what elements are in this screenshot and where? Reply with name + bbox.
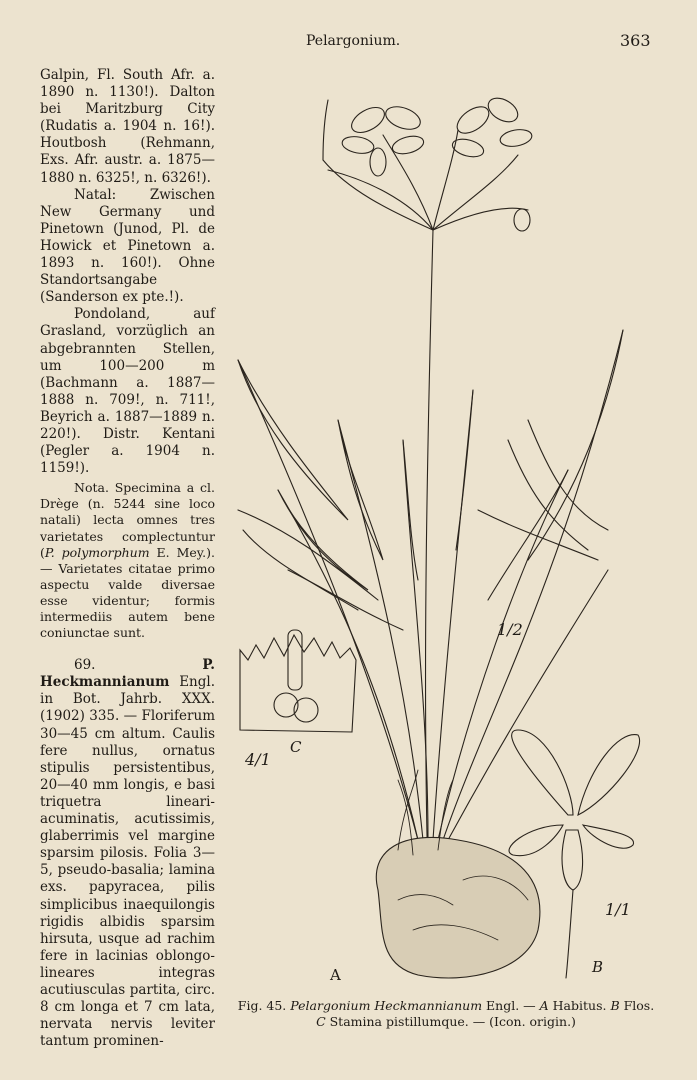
- paragraph-natal: Natal: Zwischen New Germany und Pinetown (Junod, Pl. de Howick et Pinetown a. 1893 n. 160!). Ohne Standortsangabe (Sanderson ex pte.!).: [40, 186, 215, 306]
- label-a-habitus: A: [330, 966, 341, 984]
- figure-caption: Fig. 45. Pelargonium Heckmannianum Engl. — A Habitus. B Flos. C Stamina pistillumque. — (Icon. origin.): [237, 998, 655, 1029]
- scale-flower-label: 1/1: [605, 900, 631, 919]
- page-number: 363: [620, 31, 651, 50]
- tuber: [376, 837, 540, 978]
- botanical-illustration: [228, 90, 648, 990]
- paragraph-localities-1: Galpin, Fl. South Afr. a. 1890 n. 1130!). Dalton bei Maritzburg City (Rudatis a. 1904 n. 16!). Houtbosh (Rehmann, Exs. Afr. austr. a. 1875—1880 n. 6325!, n. 6326!).: [40, 67, 215, 186]
- scale-stamina-label: 4/1: [245, 750, 271, 769]
- label-c-stamina: C: [290, 738, 302, 756]
- paragraph-pondoland: Pondoland, auf Grasland, vorzüglich an abgebrannten Stellen, um 100—200 m (Bachmann a. 1887—1888 n. 709!, n. 711!, Beyrich a. 1887—1889 n. 220!). Distr. Kentani (Pegler a. 1904 n. 1159!).: [40, 306, 215, 477]
- label-b-flower: B: [592, 958, 604, 976]
- paragraph-nota: Nota. Specimina a cl. Drège (n. 5244 sine loco natali) lecta omnes tres varietates complectuntur (P. polymorphum E. Mey.). — Varietates citatae primo aspectu valde diversae esse videntur; formis intermediis autem bene coniunctae sunt.: [40, 480, 215, 641]
- running-header-title: Pelargonium.: [306, 33, 401, 49]
- paragraph-species-69: 69. P. Heckmannianum Engl. in Bot. Jahrb. XXX. (1902) 335. — Floriferum 30—45 cm altum. Caulis fere nullus, ornatus stipulis persistentibus, 20—40 mm longis, e basi triquetra lineari-acuminatis, acutissimis, glaberrimis vel margine sparsim pilosis. Folia 3—5, pseudo-basalia; lamina exs. papyracea, pilis simplicibus inaequilongis rigidis albidis sparsim hirsuta, usque ad rachim fere in lacinias oblongo-lineares integras acutiusculas partita, circ. 8 cm longa et 7 cm lata, nervata nervis leviter tantum prominen-: [40, 657, 215, 1050]
- flower-left: [341, 102, 426, 176]
- left-text-column: [40, 67, 215, 1050]
- flower-bud: [514, 209, 530, 231]
- leaf-cluster: [238, 330, 623, 840]
- flower-stalk: [426, 230, 433, 880]
- scale-habit-label: 1/2: [497, 620, 523, 639]
- stamina-detail: [240, 630, 356, 732]
- flower-right: [450, 93, 533, 160]
